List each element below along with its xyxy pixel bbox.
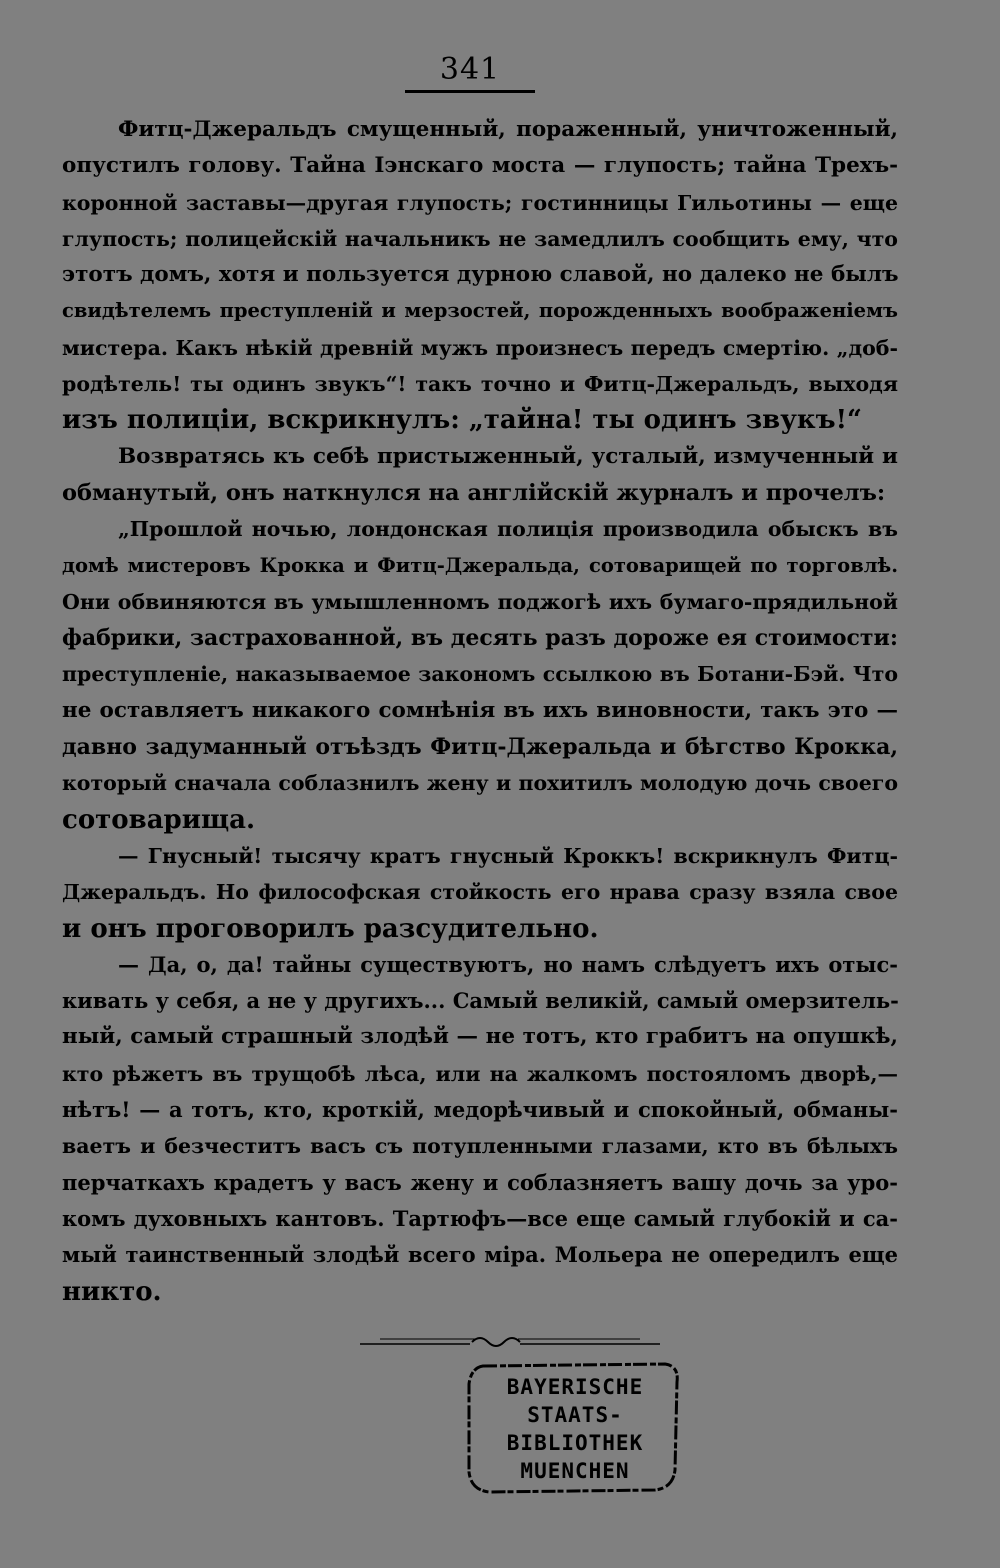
text-line: опустилъ голову. Тайна Іэнскаго моста — глупость; тайна Трехъ- <box>62 153 898 179</box>
text-line: свидѣтелемъ преступленій и мерзостей, порожденныхъ воображеніемъ <box>62 299 898 323</box>
text-line: Они обвиняются въ умышленномъ поджогѣ ихъ бумаго-прядильной <box>62 589 898 614</box>
text-line: глупость; полицейскій начальникъ не замедлилъ сообщить ему, что <box>62 226 898 251</box>
body-text <box>62 112 898 1310</box>
text-line: перчаткахъ крадетъ у васъ жену и соблазняетъ вашу дочь за уро- <box>62 1169 898 1195</box>
text-line: родѣтель! ты одинъ звукъ“! такъ точно и Фитц-Джеральдъ, выходя <box>62 372 898 397</box>
stamp-line-1: BAYERISCHE <box>506 1375 644 1399</box>
page-header <box>405 52 535 93</box>
page-number: 341 <box>439 52 501 87</box>
text-line: нѣтъ! — а тотъ, кто, кроткій, медорѣчивый и спокойный, обманы- <box>62 1097 898 1123</box>
stamp-line-3: BIBLIOTHEK <box>506 1431 644 1455</box>
text-line: Возвратясь къ себѣ пристыженный, усталый, измученный и <box>118 443 898 469</box>
text-line: мистера. Какъ нѣкій древній мужъ произнесъ передъ смертію. „доб- <box>62 335 898 360</box>
text-line: „Прошлой ночью, лондонская полиція производила обыскъ въ <box>118 517 898 542</box>
text-line: обманутый, онъ наткнулся на англійскій журналъ и прочелъ: <box>62 479 886 506</box>
page-number-rule <box>405 90 535 93</box>
text-line: ный, самый страшный злодѣй — не тотъ, кто грабитъ на опушкѣ, <box>62 1024 898 1050</box>
text-line: домѣ мистеровъ Крокка и Фитц-Джеральда, сотоварищей по торговлѣ. <box>62 553 898 577</box>
stamp-line-2: STAATS- <box>527 1403 623 1427</box>
text-line: сотоварища. <box>62 804 256 835</box>
stamp-line-4: MUENCHEN <box>520 1459 630 1483</box>
text-line: фабрики, застрахованной, въ десять разъ дороже ея стоимости: <box>62 625 898 652</box>
text-line: давно задуманный отъѣздъ Фитц-Джеральда и бѣгство Крокка, <box>62 734 898 761</box>
text-line: и онъ проговорилъ разсудительно. <box>62 913 599 944</box>
text-line: — Гнусный! тысячу кратъ гнусный Кроккъ! вскрикнулъ Фитц- <box>118 843 898 868</box>
text-line: — Да, о, да! тайны существуютъ, но намъ слѣдуетъ ихъ отыс- <box>118 951 898 977</box>
text-line: комъ духовныхъ кантовъ. Тартюфъ—все еще самый глубокій и са- <box>62 1205 898 1231</box>
text-line: Фитц-Джеральдъ смущенный, пораженный, уничтоженный, <box>118 117 898 142</box>
text-line: который сначала соблазнилъ жену и похитилъ молодую дочь своего <box>62 771 898 796</box>
text-line: коронной заставы—другая глупость; гостинницы Гильотины — еще <box>62 190 898 215</box>
text-line: кто рѣжетъ въ трущобѣ лѣса, или на жалкомъ постояломъ дворѣ,— <box>62 1061 898 1086</box>
text-line: этотъ домъ, хотя и пользуется дурною славой, но далеко не былъ <box>62 262 899 288</box>
text-line: кивать у себя, а не у другихъ... Самый великій, самый омерзитель- <box>62 988 899 1014</box>
text-line: изъ полиціи, вскрикнулъ: „тайна! ты одинъ звукъ!“ <box>62 405 862 436</box>
library-stamp <box>455 1352 690 1502</box>
end-ornament <box>360 1332 660 1352</box>
text-line: Джеральдъ. Но философская стойкость его нрава сразу взяла свое <box>62 880 898 905</box>
text-line: мый таинственный злодѣй всего міра. Мольера не опередилъ еще <box>62 1242 898 1268</box>
text-line: преступленіе, наказываемое закономъ ссылкою въ Ботани-Бэй. Что <box>62 662 898 687</box>
text-line: ваетъ и безчеститъ васъ съ потупленными глазами, кто въ бѣлыхъ <box>62 1134 898 1159</box>
text-line: не оставляетъ никакого сомнѣнія въ ихъ виновности, такъ это — <box>62 697 898 723</box>
text-line: никто. <box>62 1276 162 1307</box>
